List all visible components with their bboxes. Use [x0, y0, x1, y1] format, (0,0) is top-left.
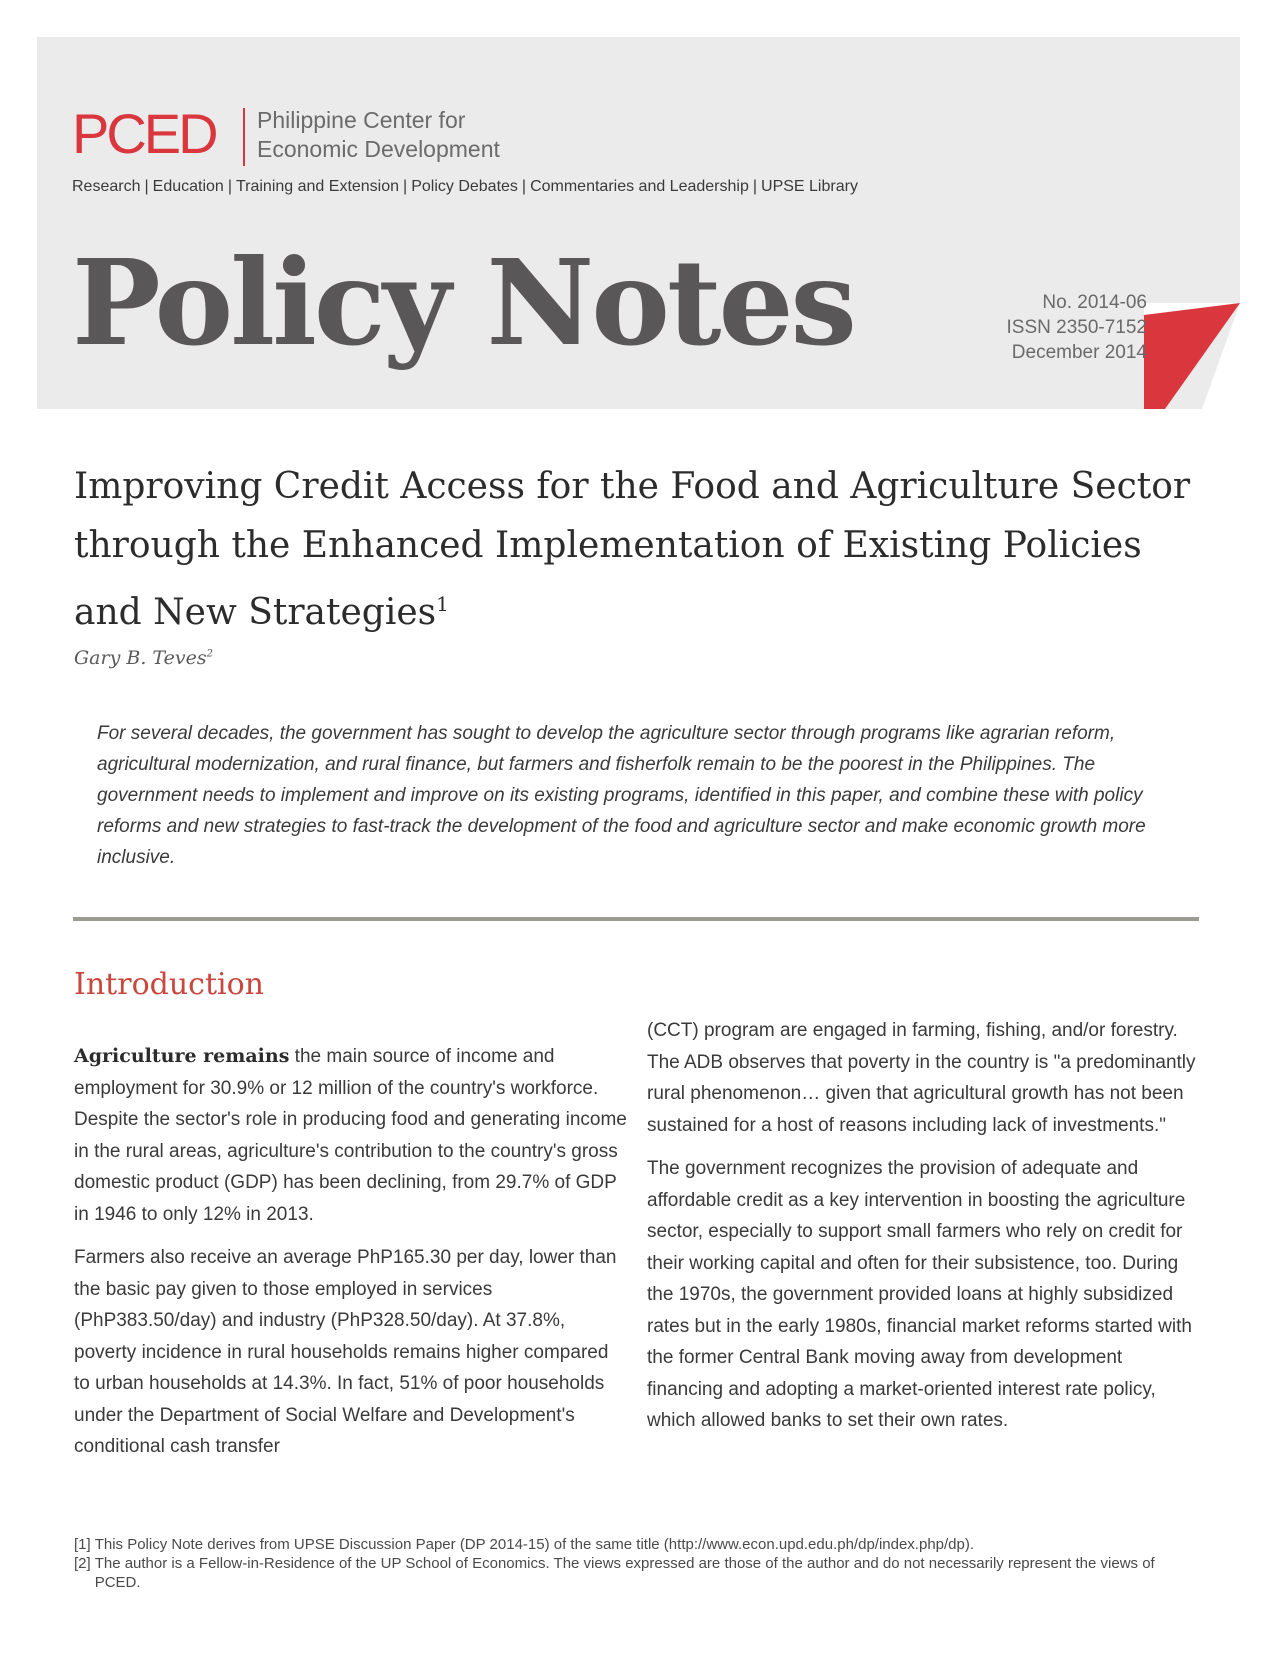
paragraph: [74, 1041, 629, 1230]
org-name-line2: Economic Development: [257, 136, 500, 162]
paragraph-lead: Agriculture remains: [74, 1045, 290, 1067]
section-divider: [73, 917, 1199, 921]
title-footnote-marker[interactable]: 1: [436, 592, 449, 616]
nav-links: [72, 178, 858, 196]
nav-link-education[interactable]: Education: [152, 178, 224, 195]
logo-divider: [243, 108, 245, 166]
org-name-line1: Philippine Center for: [257, 107, 466, 133]
paragraph: (CCT) program are engaged in farming, fishing, and/or forestry. The ADB observes that poverty in the country is "a predominantly rural phenomenon… given that agricultural growth has not been sustained for a host of reasons including lack of investments.": [647, 1020, 1196, 1136]
article-title: [74, 457, 1204, 642]
footnote: [74, 1535, 1204, 1554]
nav-separator: |: [144, 178, 149, 195]
author-byline: [74, 647, 213, 669]
org-name: [257, 106, 500, 164]
issue-date: December 2014: [1011, 342, 1147, 363]
issue-number: No. 2014-06: [1042, 292, 1147, 313]
nav-link-upse-library[interactable]: UPSE Library: [761, 178, 858, 195]
abstract: For several decades, the government has sought to develop the agriculture sector through programs like agrarian reform, agricultural modernization, and rural finance, but farmers and fisherfolk remain to be the poorest in the Philippines. The government needs to implement and improve on its existing programs, identified in this paper, and combine these with policy reforms and new strategies to fast-track the development of the food and agriculture sector and make economic growth more inclusive.: [97, 723, 1146, 868]
paragraph: The government recognizes the provision of adequate and affordable credit as a key intervention in boosting the agriculture sector, especially to support small farmers who rely on credit for their working capital and often for their subsistence, too. During the 1970s, the government provided loans at highly subsidized rates but in the early 1980s, financial market reforms started with the former Central Bank moving away from development financing and adopting a market-oriented interest rate policy, which allowed banks to set their own rates.: [647, 1158, 1192, 1431]
footnote-marker: [1]: [74, 1536, 91, 1553]
nav-link-commentaries[interactable]: Commentaries and Leadership: [530, 178, 749, 195]
article-title-text: Improving Credit Access for the Food and Agriculture Sector through the Enhanced Implementation of Existing Policies and New Strategies: [74, 466, 1191, 633]
nav-link-research[interactable]: Research: [72, 178, 141, 195]
footnote-text: This Policy Note derives from UPSE Discussion Paper (DP 2014-15) of the same title (http://www.econ.upd.edu.ph/dp/index.php/dp).: [94, 1536, 975, 1553]
corner-fold-decoration: [1144, 303, 1240, 409]
issue-metadata: [1007, 290, 1148, 365]
nav-separator: |: [227, 178, 232, 195]
masthead-title: Policy Notes: [72, 233, 854, 372]
body-column-left: [74, 1041, 629, 1475]
nav-separator: |: [752, 178, 758, 195]
nav-separator: |: [403, 178, 408, 195]
body-column-right: [647, 1015, 1202, 1449]
paragraph: Farmers also receive an average PhP165.30 per day, lower than the basic pay given to those employed in services (PhP383.50/day) and industry (PhP328.50/day). At 37.8%, poverty incidence in rural households remains higher compared to urban households at 14.3%. In fact, 51% of poor households under the Department of Social Welfare and Development's conditional cash transfer: [74, 1247, 617, 1457]
section-heading-introduction: Introduction: [74, 967, 264, 1002]
logo-wordmark: PCED: [72, 102, 216, 165]
issn: ISSN 2350-7152: [1006, 317, 1147, 338]
footnote-text: The author is a Fellow-in-Residence of the UP School of Economics. The views expressed are those of the author and do not necessarily represent the views of PCED.: [94, 1555, 1155, 1591]
nav-link-training[interactable]: Training and Extension: [235, 178, 400, 195]
footnotes: [74, 1535, 1204, 1592]
nav-separator: |: [521, 178, 527, 195]
author-footnote-marker[interactable]: 2: [206, 648, 213, 660]
footnote-marker: [2]: [74, 1555, 91, 1572]
nav-link-policy-debates[interactable]: Policy Debates: [411, 178, 518, 195]
paragraph-text: the main source of income and employment for 30.9% or 12 million of the country's workforce. Despite the sector's role in producing food and generating income in the rural areas, agriculture's contribution to the country's gross domestic product (GDP) has been declining, from 29.7% of GDP in 1946 to only 12% in 2013.: [74, 1046, 627, 1225]
author-name: Gary B. Teves: [74, 647, 207, 669]
footnote: [74, 1554, 1204, 1592]
